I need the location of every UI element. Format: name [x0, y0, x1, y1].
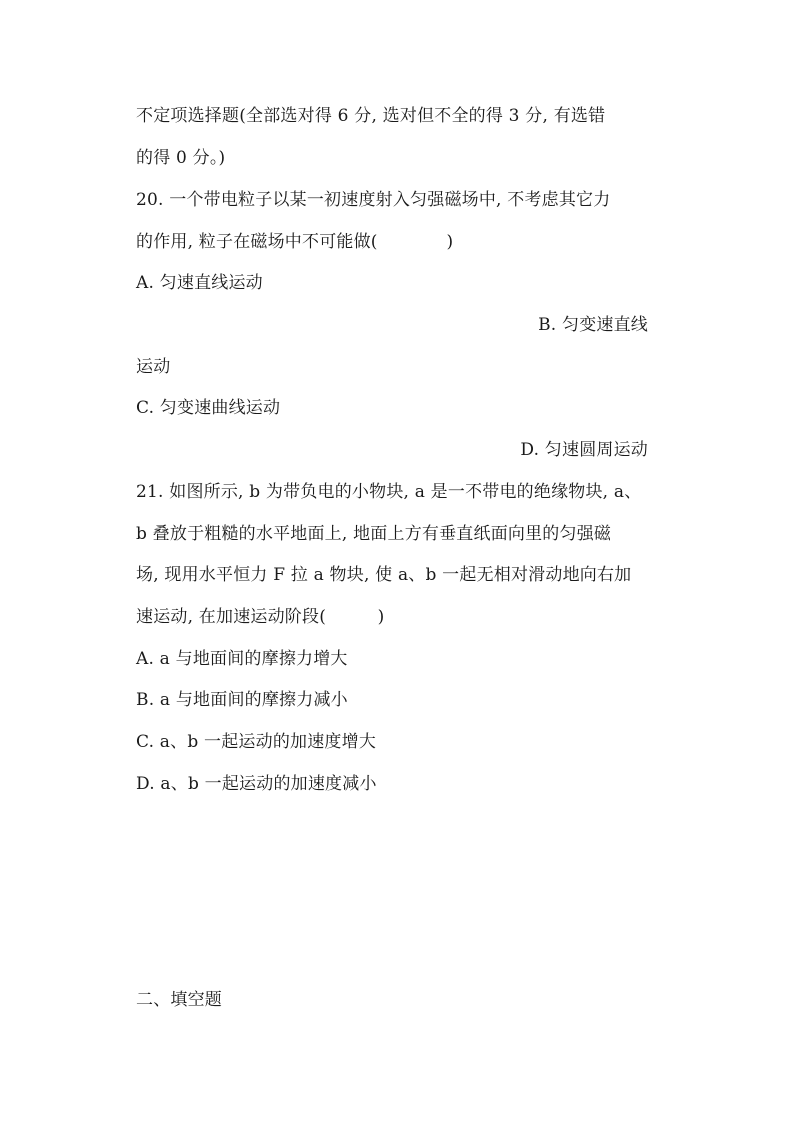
q21-stem-line-2: b 叠放于粗糙的水平地面上, 地面上方有垂直纸面向里的匀强磁: [136, 524, 612, 544]
section-2-title: 二、填空题: [136, 990, 222, 1010]
q20-option-b-continuation: 运动: [136, 357, 171, 377]
q20-option-a: A. 匀速直线运动: [136, 273, 263, 293]
q21-option-b: B. a 与地面间的摩擦力减小: [136, 690, 348, 710]
q21-stem-line-1: 21. 如图所示, b 为带负电的小物块, a 是一不带电的绝缘物块, a、: [136, 482, 642, 502]
q21-stem-line-4: 速运动, 在加速运动阶段( ): [136, 607, 385, 627]
q20-stem-line-2: 的作用, 粒子在磁场中不可能做( ): [136, 232, 454, 252]
instructions-line-1: 不定项选择题(全部选对得 6 分, 选对但不全的得 3 分, 有选错: [136, 106, 606, 126]
q20-option-c: C. 匀变速曲线运动: [136, 398, 281, 418]
q21-option-d: D. a、b 一起运动的加速度减小: [136, 774, 377, 794]
instructions-line-2: 的得 0 分。): [136, 148, 226, 168]
q21-option-c: C. a、b 一起运动的加速度增大: [136, 732, 377, 752]
q20-option-d: D. 匀速圆周运动: [520, 440, 648, 460]
q21-stem-line-3: 场, 现用水平恒力 F 拉 a 物块, 使 a、b 一起无相对滑动地向右加: [136, 565, 632, 585]
q21-option-a: A. a 与地面间的摩擦力增大: [136, 649, 348, 669]
q20-option-b: B. 匀变速直线: [538, 315, 648, 335]
q20-stem-line-1: 20. 一个带电粒子以某一初速度射入匀强磁场中, 不考虑其它力: [136, 190, 611, 210]
